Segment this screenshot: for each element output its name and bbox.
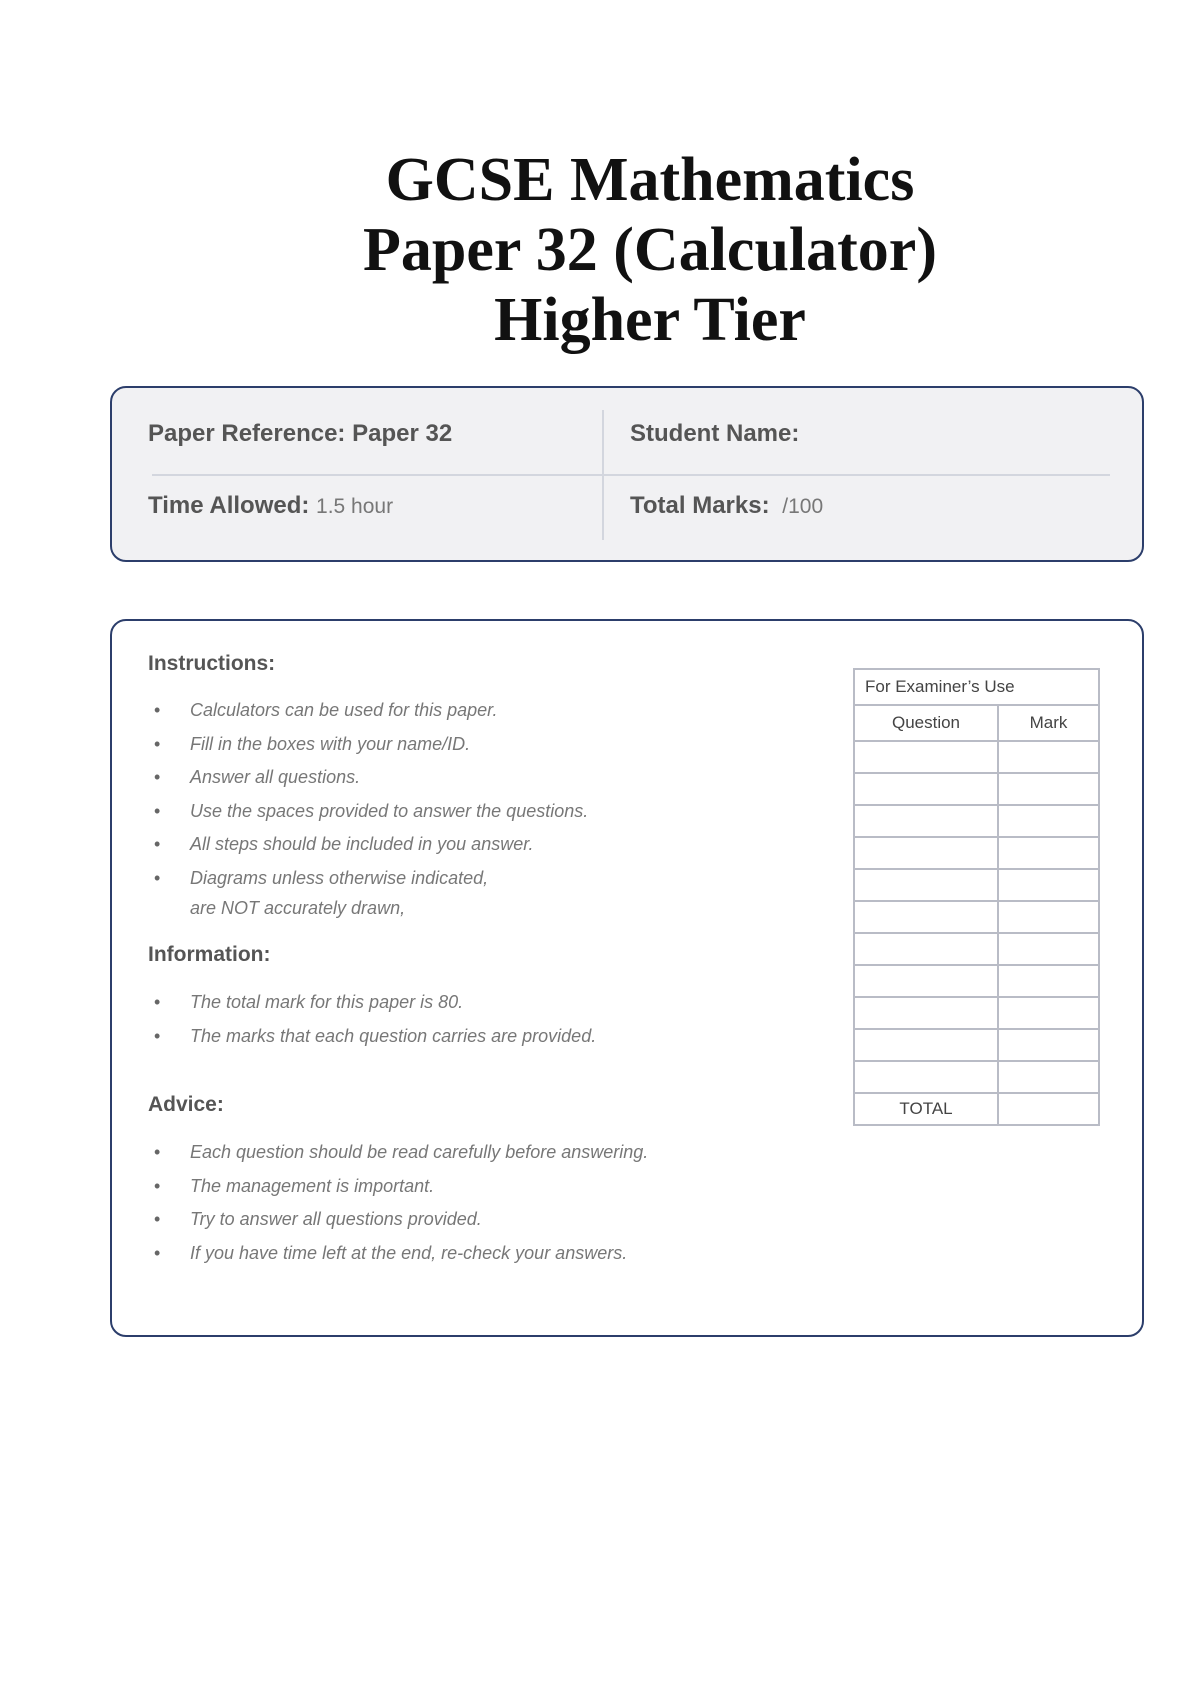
question-cell[interactable]	[854, 933, 998, 965]
title-line-3: Higher Tier	[494, 286, 806, 354]
total-marks	[630, 492, 823, 520]
list-item: • The total mark for this paper is 80.	[148, 986, 596, 1020]
examiner-use-table	[853, 668, 1100, 1126]
question-cell[interactable]	[854, 1061, 998, 1093]
mark-cell[interactable]	[998, 933, 1099, 965]
question-cell[interactable]	[854, 869, 998, 901]
table-row	[854, 869, 1099, 901]
list-item: • Calculators can be used for this paper.	[148, 694, 588, 728]
title-line-1: GCSE Mathematics	[385, 146, 915, 214]
table-row	[854, 997, 1099, 1029]
question-cell[interactable]	[854, 997, 998, 1029]
question-cell[interactable]	[854, 805, 998, 837]
time-allowed	[148, 492, 393, 520]
info-divider-horizontal	[152, 474, 1110, 476]
information-heading: Information:	[148, 943, 271, 966]
mark-cell[interactable]	[998, 965, 1099, 997]
mark-cell[interactable]	[998, 901, 1099, 933]
question-cell[interactable]	[854, 741, 998, 773]
table-row	[854, 1029, 1099, 1061]
list-item: • Use the spaces provided to answer the questions.	[148, 795, 588, 829]
question-cell[interactable]	[854, 901, 998, 933]
table-row	[854, 837, 1099, 869]
total-label: TOTAL	[854, 1093, 998, 1125]
instructions-list	[148, 694, 588, 925]
table-row	[854, 773, 1099, 805]
mark-cell[interactable]	[998, 741, 1099, 773]
document-title	[0, 145, 1200, 355]
mark-cell[interactable]	[998, 805, 1099, 837]
information-list	[148, 986, 596, 1053]
list-item-continuation: are NOT accurately drawn,	[190, 898, 406, 918]
mark-cell[interactable]	[998, 837, 1099, 869]
mark-cell[interactable]	[998, 1061, 1099, 1093]
mark-cell[interactable]	[998, 997, 1099, 1029]
mark-cell[interactable]	[998, 773, 1099, 805]
list-item: • Answer all questions.	[148, 761, 588, 795]
examiner-table-caption: For Examiner’s Use	[854, 669, 1099, 705]
list-item: • The marks that each question carries are provided.	[148, 1020, 596, 1054]
column-header-question: Question	[854, 705, 998, 741]
question-cell[interactable]	[854, 965, 998, 997]
table-row	[854, 965, 1099, 997]
question-cell[interactable]	[854, 1029, 998, 1061]
table-row	[854, 933, 1099, 965]
list-item: • The management is important.	[148, 1170, 648, 1204]
instructions-box	[110, 619, 1144, 1337]
time-allowed-value: 1.5 hour	[316, 495, 394, 518]
table-row	[854, 1061, 1099, 1093]
table-row	[854, 805, 1099, 837]
list-item: • If you have time left at the end, re-check your answers.	[148, 1237, 648, 1271]
advice-list	[148, 1136, 648, 1270]
list-item: • Diagrams unless otherwise indicated,	[148, 862, 588, 896]
advice-heading: Advice:	[148, 1093, 224, 1116]
list-item: • Fill in the boxes with your name/ID.	[148, 728, 588, 762]
student-name-label: Student Name:	[630, 420, 800, 447]
list-item: • All steps should be included in you answer.	[148, 828, 588, 862]
question-cell[interactable]	[854, 773, 998, 805]
paper-info-box	[110, 386, 1144, 562]
list-item: • Each question should be read carefully before answering.	[148, 1136, 648, 1170]
table-row-total	[854, 1093, 1099, 1125]
table-row	[854, 901, 1099, 933]
mark-cell[interactable]	[998, 869, 1099, 901]
total-mark-cell[interactable]	[998, 1093, 1099, 1125]
mark-cell[interactable]	[998, 1029, 1099, 1061]
instructions-heading: Instructions:	[148, 652, 276, 675]
time-allowed-label: Time Allowed:	[148, 492, 310, 519]
title-line-2: Paper 32 (Calculator)	[363, 216, 937, 284]
column-header-mark: Mark	[998, 705, 1099, 741]
table-row	[854, 741, 1099, 773]
paper-reference: Paper Reference: Paper 32	[148, 420, 453, 447]
total-marks-value: /100	[782, 495, 824, 518]
list-item: • Try to answer all questions provided.	[148, 1203, 648, 1237]
question-cell[interactable]	[854, 837, 998, 869]
total-marks-label: Total Marks:	[630, 492, 770, 519]
